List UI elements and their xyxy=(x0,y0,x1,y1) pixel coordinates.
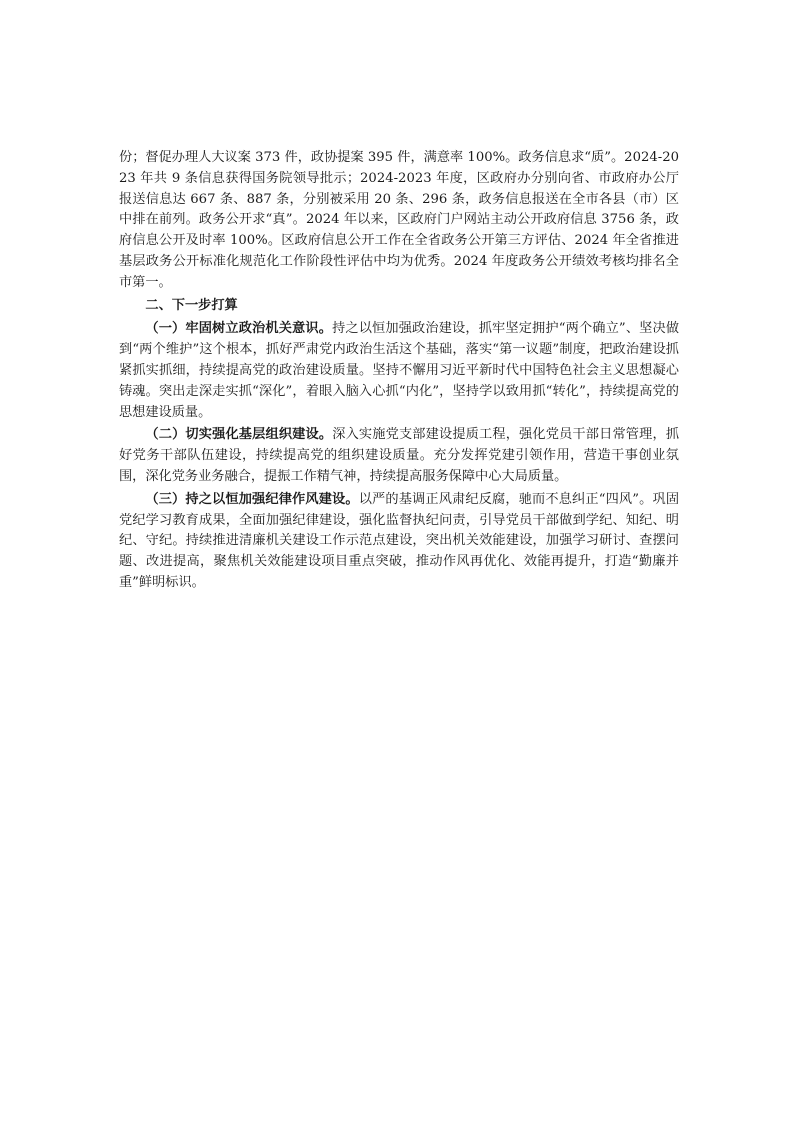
item-paragraph-1 xyxy=(119,319,679,423)
item-body-3: 以严的基调正风肃纪反腐，驰而不息纠正“四风”。巩固党纪学习教育成果，全面加强纪律建设，强化监督执纪问责，引导党员干部做到学纪、知纪、明纪、守纪。持续推进清廉机关建设工作示范点建设，突出机关效能建设，加强学习研讨、查摆问题、改进提高，聚焦机关效能建设项目重点突破，推动作风再优化、效能再提升，打造“勤廉并重”鲜明标识。 xyxy=(119,491,680,590)
document-page xyxy=(119,148,679,596)
item-lead-2: （二）切实强化基层组织建设。 xyxy=(145,427,333,443)
item-body-1: 持之以恒加强政治建设，抓牢坚定拥护“两个确立”、坚决做到“两个维护”这个根本，抓好严肃党内政治生活这个基础，落实“第一议题”制度，把政治建设抓紧抓实抓细，持续提高党的政治建设质量。坚持不懈用习近平新时代中国特色社会主义思想凝心铸魂。突出走深走实抓“深化”，着眼入脑入心抓“内化”，坚持学以致用抓“转化”，持续提高党的思想建设质量。 xyxy=(119,321,680,420)
item-paragraph-2 xyxy=(119,425,679,487)
item-paragraph-3 xyxy=(119,490,679,594)
item-lead-1: （一）牢固树立政治机关意识。 xyxy=(145,321,333,337)
item-body-2: 深入实施党支部建设提质工程，强化党员干部日常管理，抓好党务干部队伍建设，持续提高党的组织建设质量。充分发挥党建引领作用，营造干事创业氛围，深化党务业务融合，提振工作精气神，持续提高服务保障中心大局质量。 xyxy=(119,427,680,484)
section-heading: 二、下一步打算 xyxy=(145,297,238,313)
continuation-paragraph: 份；督促办理人大议案 373 件，政协提案 395 件，满意率 100%。政务信息求“质”。2024-2023 年共 9 条信息获得国务院领导批示；2024-2023 年度，区政府办分别向省、市政府办公厅报送信息达 667 条、887 条，分别被采用 20 条、296 条，政务信息报送在全市各县（市）区中排在前列。政务公开求“真”。2024 年以来，区政府门户网站主动公开政府信息 3756 条，政府信息公开及时率 100%。区政府信息公开工作在全省政务公开第三方评估、2024 年全省推进基层政务公开标准化规范化工作阶段性评估中均为优秀。2024 年度政务公开绩效考核均排名全市第一。 xyxy=(119,150,679,290)
item-lead-3: （三）持之以恒加强纪律作风建设。 xyxy=(145,491,359,507)
